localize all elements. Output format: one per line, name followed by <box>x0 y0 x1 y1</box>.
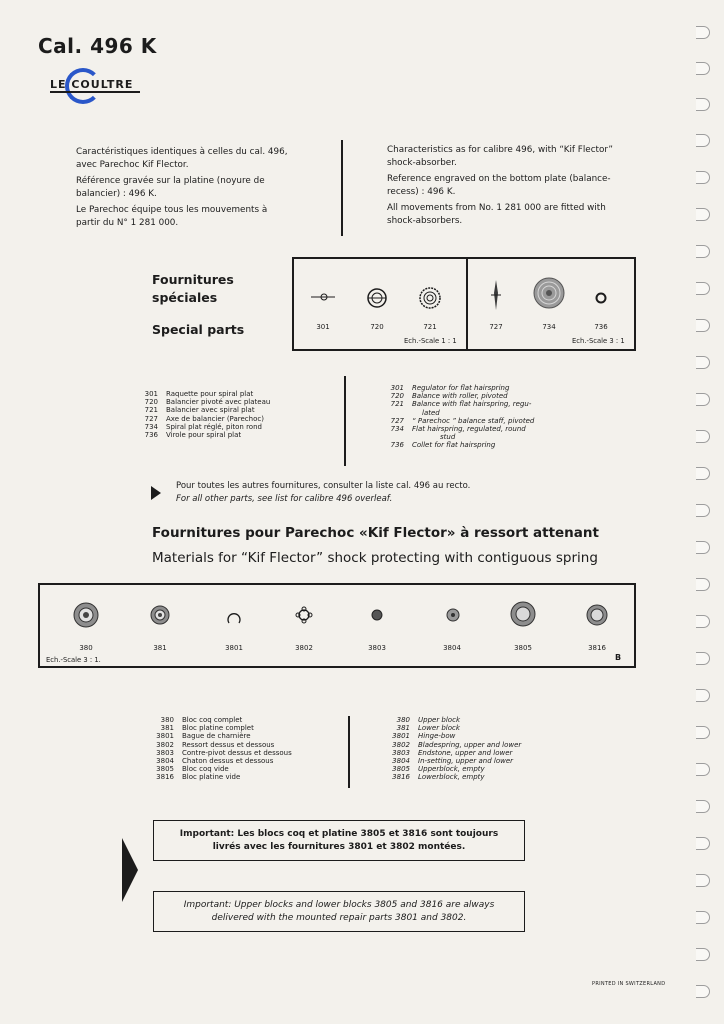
binder-hole-icon <box>696 763 710 776</box>
special-parts-list-fr <box>128 390 328 439</box>
list-item: 734 Spiral plat réglé, piton rond <box>144 422 262 431</box>
kif-list-en <box>380 716 580 782</box>
binder-hole-icon <box>696 578 710 591</box>
part-number: 736 <box>594 323 608 331</box>
binder-holes <box>684 0 724 1024</box>
binder-hole-icon <box>696 245 710 258</box>
page-title: Cal. 496 K <box>38 34 157 58</box>
lowerblock-empty-icon <box>586 604 608 626</box>
list-item: 3804 In-setting, upper and lower <box>392 757 514 766</box>
binder-hole-icon <box>696 985 710 998</box>
list-item: 3802 Ressort dessus et dessous <box>156 740 275 749</box>
intro-fr-2: Référence gravée sur la platine (noyure de balancier) : 496 K. <box>76 176 265 199</box>
scale-label: Ech.-Scale 3 : 1. <box>46 656 101 664</box>
part-number: 380 <box>79 644 93 652</box>
binder-hole-icon <box>696 98 710 111</box>
binder-hole-icon <box>696 62 710 75</box>
list-divider <box>344 376 346 466</box>
intro-en-2: Reference engraved on the bottom plate (balance-recess) : 496 K. <box>387 174 611 197</box>
list-item: 301 Regulator for flat hairspring <box>390 384 510 392</box>
binder-hole-icon <box>696 430 710 443</box>
intro-french <box>76 146 294 233</box>
part-number: 3804 <box>443 644 461 652</box>
list-item: 727 Axe de balancier (Parechoc) <box>144 414 264 423</box>
kif-title-en: Materials for “Kif Flector” shock protecting with contiguous spring <box>152 550 598 566</box>
list-item: 3816 Lowerblock, empty <box>392 773 485 782</box>
list-item: 301 Raquette pour spiral plat <box>144 390 254 398</box>
list-item: 3801 Bague de charnière <box>156 732 251 741</box>
logo-underline <box>50 91 140 93</box>
triangle-arrow-icon <box>151 486 161 500</box>
binder-hole-icon <box>696 504 710 517</box>
binder-hole-icon <box>696 800 710 813</box>
bladespring-icon <box>295 606 313 624</box>
special-parts-box <box>292 257 636 351</box>
regulator-icon <box>310 287 336 307</box>
list-item: 727 “ Parechoc ” balance staff, pivoted <box>390 416 535 425</box>
endstone-icon <box>371 609 383 621</box>
scale-label: Ech.-Scale 1 : 1 <box>404 337 457 345</box>
list-item: 3802 Bladespring, upper and lower <box>392 740 522 749</box>
part-number: 3816 <box>588 644 606 652</box>
in-setting-icon <box>446 608 460 622</box>
binder-hole-icon <box>696 467 710 480</box>
part-number: 721 <box>423 323 437 331</box>
binder-hole-icon <box>696 837 710 850</box>
special-parts-list-en <box>374 384 574 450</box>
printed-in-label: PRINTED IN SWITZERLAND <box>592 981 666 987</box>
binder-hole-icon <box>696 911 710 924</box>
list-item: stud <box>440 433 456 442</box>
balance-staff-icon <box>490 279 502 311</box>
binder-hole-icon <box>696 319 710 332</box>
brand-logo <box>50 72 146 110</box>
special-parts-heading-en: Special parts <box>152 322 245 337</box>
intro-en-1: Characteristics as for calibre 496, with “Kif Flector” shock-absorber. <box>387 145 613 168</box>
list-item: 3803 Contre-pivot dessus et dessous <box>156 748 292 757</box>
balance-hairspring-icon <box>418 286 442 310</box>
list-item: 3805 Bloc coq vide <box>156 765 229 774</box>
important-fr-line-1: Important: Les blocs coq et platine 3805 et 3816 sont toujours <box>179 829 499 839</box>
part-number: 3802 <box>295 644 313 652</box>
list-item: 3805 Upperblock, empty <box>392 765 485 774</box>
upperblock-empty-icon <box>510 601 536 627</box>
intro-en-3: All movements from No. 1 281 000 are fitted with shock-absorbers. <box>387 203 606 226</box>
part-number: 381 <box>153 644 167 652</box>
upper-block-icon <box>73 602 99 628</box>
lower-block-icon <box>150 605 170 625</box>
list-item: 3801 Hinge-bow <box>392 732 456 741</box>
publisher-mark: B <box>615 653 622 662</box>
flat-hairspring-icon <box>532 276 566 310</box>
binder-hole-icon <box>696 356 710 369</box>
list-item: 381 Lower block <box>396 724 460 733</box>
binder-hole-icon <box>696 393 710 406</box>
part-number: 3801 <box>225 644 243 652</box>
list-item: 380 Upper block <box>396 716 460 724</box>
part-number: 734 <box>542 323 556 331</box>
logo-text: LE COULTRE <box>50 78 134 91</box>
list-item: 3816 Bloc platine vide <box>156 773 241 782</box>
kif-list-divider <box>348 716 350 788</box>
binder-hole-icon <box>696 874 710 887</box>
binder-hole-icon <box>696 134 710 147</box>
list-item: 3803 Endstone, upper and lower <box>392 748 513 757</box>
part-number: 727 <box>489 323 503 331</box>
list-item: 381 Bloc platine complet <box>160 724 254 733</box>
list-item: 720 Balance with roller, pivoted <box>390 392 508 401</box>
kif-parts-box <box>38 583 636 668</box>
list-item: 720 Balancier pivoté avec plateau <box>144 398 271 407</box>
list-item: lated <box>422 408 440 417</box>
large-arrow-icon <box>122 838 138 902</box>
intro-fr-1: Caractéristiques identiques à celles du cal. 496, avec Parechoc Kif Flector. <box>76 147 288 170</box>
list-item: 736 Collet for flat hairspring <box>390 441 496 450</box>
list-item: 721 Balance with flat hairspring, regu- <box>390 400 532 409</box>
binder-hole-icon <box>696 282 710 295</box>
binder-hole-icon <box>696 171 710 184</box>
part-number: 3805 <box>514 644 532 652</box>
list-item: 380 Bloc coq complet <box>160 716 243 724</box>
balance-roller-icon <box>366 287 388 309</box>
binder-hole-icon <box>696 615 710 628</box>
scale-label: Ech.-Scale 3 : 1 <box>572 337 625 345</box>
kif-list-fr <box>144 716 344 782</box>
binder-hole-icon <box>696 541 710 554</box>
hinge-bow-icon <box>226 609 242 625</box>
binder-hole-icon <box>696 726 710 739</box>
collet-icon <box>595 292 607 304</box>
important-en-line-1: Important: Upper blocks and lower blocks 3805 and 3816 are always <box>183 900 495 910</box>
list-item: 736 Virole pour spiral plat <box>144 431 242 440</box>
intro-english <box>387 144 615 231</box>
intro-divider <box>341 140 343 236</box>
special-parts-heading-fr-2: spéciales <box>152 290 218 305</box>
list-item: 734 Flat hairspring, regulated, round <box>390 425 526 434</box>
binder-hole-icon <box>696 26 710 39</box>
binder-hole-icon <box>696 208 710 221</box>
part-number: 720 <box>370 323 384 331</box>
important-box-en <box>153 891 525 932</box>
binder-hole-icon <box>696 689 710 702</box>
note-fr: Pour toutes les autres fournitures, consulter la liste cal. 496 au recto. <box>176 481 471 491</box>
list-item: 721 Balancier avec spiral plat <box>144 406 255 415</box>
kif-title-fr: Fournitures pour Parechoc «Kif Flector» à ressort attenant <box>152 525 599 541</box>
part-number: 301 <box>316 323 330 331</box>
part-number: 3803 <box>368 644 386 652</box>
special-parts-heading-fr-1: Fournitures <box>152 272 234 287</box>
note-en: For all other parts, see list for calibre 496 overleaf. <box>176 494 393 504</box>
binder-hole-icon <box>696 652 710 665</box>
list-item: 3804 Chaton dessus et dessous <box>156 757 274 766</box>
special-parts-divider <box>466 259 468 349</box>
intro-fr-3: Le Parechoc équipe tous les mouvements à partir du N° 1 281 000. <box>76 205 268 228</box>
important-box-fr <box>153 820 525 861</box>
binder-hole-icon <box>696 948 710 961</box>
important-fr-line-2: livrés avec les fournitures 3801 et 3802 montées. <box>212 842 466 852</box>
important-en-line-2: delivered with the mounted repair parts 3801 and 3802. <box>211 913 467 923</box>
